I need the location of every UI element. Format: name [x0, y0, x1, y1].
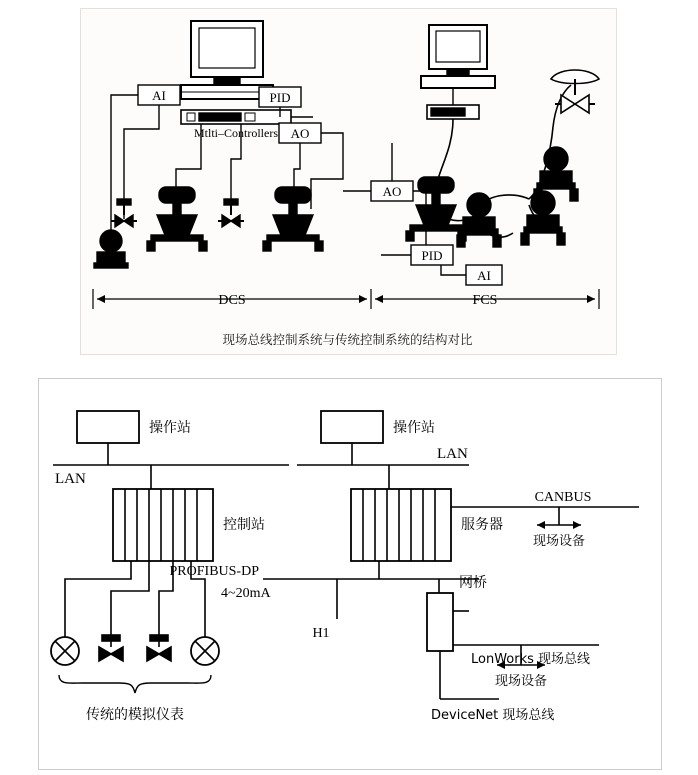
label-fcs-span: FCS [472, 293, 498, 308]
control-valve-5 [263, 187, 323, 251]
field-valve-2 [111, 199, 137, 227]
left-instrument-4 [191, 637, 219, 665]
field-transmitter-1 [94, 230, 128, 268]
left-operator-station-box [77, 411, 139, 443]
bottom-diagram-svg [39, 379, 661, 769]
label-dcs-span: DCS [218, 293, 246, 308]
top-figure-caption: 现场总线控制系统与传统控制系统的结构对比 [222, 332, 473, 347]
label-field-device-top: 现场设备 [532, 534, 586, 549]
fcs-workstation-icon [421, 25, 495, 119]
left-instrument-1 [51, 637, 79, 665]
label-ao-upper: AO [290, 126, 310, 141]
label-ao-lower: AO [382, 184, 402, 199]
label-right-operator-station: 操作站 [393, 420, 435, 436]
label-control-station: 控制站 [223, 517, 265, 533]
label-profibus-dp: PROFIBUS-DP [169, 564, 259, 579]
fcs-transmitter-a [457, 193, 501, 247]
label-pid-left: PID [269, 90, 291, 105]
label-pid-lower: PID [421, 248, 443, 263]
label-left-operator-station: 操作站 [149, 420, 191, 436]
control-valve-3 [147, 187, 207, 251]
left-instrument-2 [99, 635, 123, 661]
label-ai-left: AI [152, 88, 166, 103]
label-right-lan: LAN [437, 446, 468, 462]
top-diagram-svg [81, 9, 616, 354]
left-instrument-3 [147, 635, 171, 661]
label-canbus: CANBUS [534, 490, 592, 505]
fcs-transmitter-c [534, 147, 578, 201]
right-server-rack [351, 489, 451, 561]
label-multi-controllers: Mtlti–Controllers [194, 126, 278, 140]
label-signal-range: 4~20mA [221, 586, 271, 601]
label-h1: H1 [312, 626, 330, 641]
label-ai-lower: AI [477, 268, 491, 283]
field-valve-4 [218, 199, 244, 227]
label-analog-instruments: 传统的模拟仪表 [86, 707, 184, 723]
right-operator-station-box [321, 411, 383, 443]
multi-controller-rack [181, 110, 291, 124]
label-lonworks: LonWorks 现场总线 [471, 652, 591, 667]
bridge-box [427, 593, 453, 651]
fcs-damper-valve [551, 70, 599, 113]
label-devicenet: DeviceNet 现场总线 [431, 708, 555, 723]
top-diagram-panel [80, 8, 617, 355]
label-server: 服务器 [461, 517, 503, 533]
left-instruments-brace [59, 675, 211, 693]
fcs-control-valve [406, 177, 466, 241]
bottom-diagram-panel [38, 378, 662, 770]
label-field-device-bottom: 现场设备 [494, 674, 548, 689]
left-control-station-rack [113, 489, 213, 561]
label-bridge: 网桥 [459, 575, 487, 591]
label-left-lan: LAN [55, 471, 86, 487]
